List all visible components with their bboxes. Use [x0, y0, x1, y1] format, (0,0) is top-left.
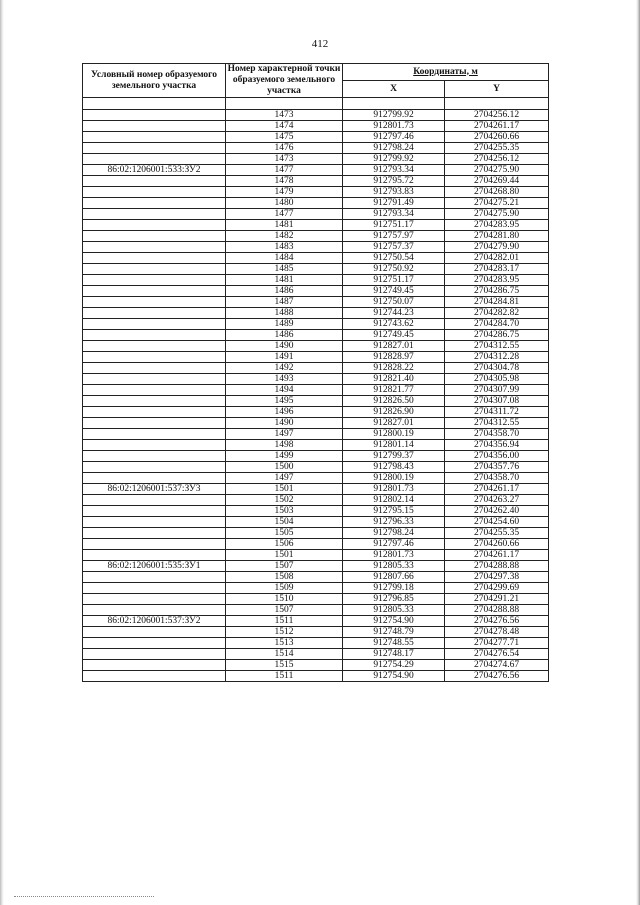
point-number-cell: 1497 — [226, 473, 343, 484]
table-row — [83, 341, 549, 352]
table-row — [83, 231, 549, 242]
table-row — [83, 462, 549, 473]
point-number-cell: 1487 — [226, 297, 343, 308]
parcel-cell — [83, 385, 226, 396]
point-number-cell: 1495 — [226, 396, 343, 407]
x-coordinate-cell: 912800.19 — [343, 473, 445, 484]
x-coordinate-cell: 912757.37 — [343, 242, 445, 253]
y-coordinate-cell: 2704275.90 — [445, 165, 549, 176]
parcel-cell — [83, 209, 226, 220]
table-row — [83, 605, 549, 616]
point-number-cell: 1474 — [226, 121, 343, 132]
table-row — [83, 209, 549, 220]
y-coordinate-cell: 2704312.55 — [445, 418, 549, 429]
table-row — [83, 187, 549, 198]
table-row — [83, 539, 549, 550]
table-row — [83, 660, 549, 671]
point-number-cell: 1502 — [226, 495, 343, 506]
parcel-cell — [83, 407, 226, 418]
point-number-cell: 1503 — [226, 506, 343, 517]
x-coordinate-cell: 912801.73 — [343, 550, 445, 561]
x-coordinate-cell: 912828.97 — [343, 352, 445, 363]
y-coordinate-cell: 2704260.66 — [445, 539, 549, 550]
table-row — [83, 572, 549, 583]
point-number-cell: 1477 — [226, 209, 343, 220]
parcel-cell — [83, 473, 226, 484]
point-number-cell: 1485 — [226, 264, 343, 275]
y-coordinate-cell: 2704282.82 — [445, 308, 549, 319]
point-number-cell: 1479 — [226, 187, 343, 198]
x-coordinate-cell: 912827.01 — [343, 418, 445, 429]
table-row — [83, 165, 549, 176]
y-coordinate-cell: 2704291.21 — [445, 594, 549, 605]
parcel-cell: 86:02:1206001:535:ЗУ1 — [83, 561, 226, 572]
parcel-cell — [83, 297, 226, 308]
table-row — [83, 319, 549, 330]
y-coordinate-cell: 2704297.38 — [445, 572, 549, 583]
point-number-cell: 1496 — [226, 407, 343, 418]
parcel-cell — [83, 187, 226, 198]
x-coordinate-cell: 912757.97 — [343, 231, 445, 242]
parcel-cell — [83, 264, 226, 275]
x-coordinate-cell: 912802.14 — [343, 495, 445, 506]
point-number-cell: 1507 — [226, 605, 343, 616]
point-number-cell: 1508 — [226, 572, 343, 583]
x-coordinate-cell: 912799.92 — [343, 154, 445, 165]
point-number-cell: 1506 — [226, 539, 343, 550]
y-coordinate-cell: 2704256.12 — [445, 154, 549, 165]
table-row — [83, 176, 549, 187]
parcel-cell — [83, 583, 226, 594]
table-row — [83, 253, 549, 264]
x-coordinate-cell: 912748.17 — [343, 649, 445, 660]
x-coordinate-cell: 912801.73 — [343, 121, 445, 132]
y-coordinate-cell: 2704307.08 — [445, 396, 549, 407]
y-coordinate-cell: 2704261.17 — [445, 550, 549, 561]
x-coordinate-cell: 912749.45 — [343, 286, 445, 297]
y-coordinate-cell: 2704284.81 — [445, 297, 549, 308]
y-coordinate-cell: 2704311.72 — [445, 407, 549, 418]
point-number-cell: 1500 — [226, 462, 343, 473]
x-coordinate-cell: 912799.18 — [343, 583, 445, 594]
table-row — [83, 550, 549, 561]
parcel-cell — [83, 660, 226, 671]
point-number-cell: 1482 — [226, 231, 343, 242]
parcel-cell — [83, 506, 226, 517]
table-row — [83, 484, 549, 495]
x-coordinate-cell: 912807.66 — [343, 572, 445, 583]
parcel-cell — [83, 539, 226, 550]
table-row — [83, 561, 549, 572]
x-coordinate-cell: 912805.33 — [343, 561, 445, 572]
y-coordinate-cell: 2704279.90 — [445, 242, 549, 253]
point-number-cell: 1473 — [226, 110, 343, 121]
y-coordinate-cell: 2704358.70 — [445, 473, 549, 484]
x-coordinate-cell: 912754.90 — [343, 616, 445, 627]
y-coordinate-cell: 2704304.78 — [445, 363, 549, 374]
parcel-cell — [83, 132, 226, 143]
table-body — [83, 110, 549, 682]
x-coordinate-cell: 912801.73 — [343, 484, 445, 495]
point-number-cell: 1486 — [226, 330, 343, 341]
x-coordinate-cell: 912750.92 — [343, 264, 445, 275]
table-row — [83, 242, 549, 253]
y-coordinate-cell: 2704288.88 — [445, 605, 549, 616]
x-coordinate-cell: 912754.29 — [343, 660, 445, 671]
y-coordinate-cell: 2704288.88 — [445, 561, 549, 572]
y-coordinate-cell: 2704261.17 — [445, 484, 549, 495]
y-coordinate-cell: 2704312.55 — [445, 341, 549, 352]
point-number-cell: 1510 — [226, 594, 343, 605]
table-row — [83, 638, 549, 649]
parcel-cell — [83, 649, 226, 660]
parcel-cell: 86:02:1206001:537:ЗУ3 — [83, 484, 226, 495]
parcel-cell — [83, 572, 226, 583]
point-number-cell: 1494 — [226, 385, 343, 396]
parcel-cell — [83, 550, 226, 561]
point-number-cell: 1509 — [226, 583, 343, 594]
table-row — [83, 297, 549, 308]
y-coordinate-cell: 2704262.40 — [445, 506, 549, 517]
x-coordinate-cell: 912795.72 — [343, 176, 445, 187]
x-coordinate-cell: 912798.24 — [343, 528, 445, 539]
point-number-cell: 1489 — [226, 319, 343, 330]
point-number-cell: 1490 — [226, 418, 343, 429]
parcel-cell — [83, 341, 226, 352]
y-coordinate-cell: 2704276.54 — [445, 649, 549, 660]
point-number-cell: 1493 — [226, 374, 343, 385]
parcel-cell — [83, 396, 226, 407]
point-number-cell: 1497 — [226, 429, 343, 440]
parcel-cell — [83, 638, 226, 649]
parcel-cell — [83, 429, 226, 440]
point-number-cell: 1507 — [226, 561, 343, 572]
x-coordinate-cell: 912796.85 — [343, 594, 445, 605]
parcel-cell: 86:02:1206001:533:ЗУ2 — [83, 165, 226, 176]
y-coordinate-cell: 2704276.56 — [445, 671, 549, 682]
parcel-cell — [83, 275, 226, 286]
point-number-cell: 1484 — [226, 253, 343, 264]
page-number: 412 — [311, 38, 329, 50]
table-row — [83, 286, 549, 297]
parcel-cell — [83, 231, 226, 242]
y-coordinate-cell: 2704283.95 — [445, 275, 549, 286]
table-row — [83, 451, 549, 462]
parcel-cell — [83, 242, 226, 253]
parcel-cell — [83, 253, 226, 264]
point-number-cell: 1499 — [226, 451, 343, 462]
table-row — [83, 110, 549, 121]
table-row — [83, 594, 549, 605]
x-coordinate-cell: 912799.37 — [343, 451, 445, 462]
table-row — [83, 407, 549, 418]
parcel-cell — [83, 627, 226, 638]
header-point-number: Номер характерной точки образуемого земельного участка — [226, 64, 343, 98]
point-number-cell: 1501 — [226, 484, 343, 495]
header-coordinates: Координаты, м — [343, 64, 549, 81]
y-coordinate-cell: 2704274.67 — [445, 660, 549, 671]
point-number-cell: 1478 — [226, 176, 343, 187]
parcel-cell — [83, 374, 226, 385]
y-coordinate-cell: 2704281.80 — [445, 231, 549, 242]
point-number-cell: 1481 — [226, 220, 343, 231]
table-row — [83, 363, 549, 374]
table-row — [83, 275, 549, 286]
point-number-cell: 1483 — [226, 242, 343, 253]
x-coordinate-cell: 912750.07 — [343, 297, 445, 308]
y-coordinate-cell: 2704356.94 — [445, 440, 549, 451]
x-coordinate-cell: 912744.23 — [343, 308, 445, 319]
table-row — [83, 198, 549, 209]
x-coordinate-cell: 912799.92 — [343, 110, 445, 121]
x-coordinate-cell: 912748.55 — [343, 638, 445, 649]
y-coordinate-cell: 2704255.35 — [445, 528, 549, 539]
point-number-cell: 1476 — [226, 143, 343, 154]
point-number-cell: 1481 — [226, 275, 343, 286]
parcel-cell — [83, 671, 226, 682]
x-coordinate-cell: 912750.54 — [343, 253, 445, 264]
x-coordinate-cell: 912826.50 — [343, 396, 445, 407]
y-coordinate-cell: 2704277.71 — [445, 638, 549, 649]
x-coordinate-cell: 912828.22 — [343, 363, 445, 374]
x-coordinate-cell: 912791.49 — [343, 198, 445, 209]
point-number-cell: 1505 — [226, 528, 343, 539]
parcel-cell — [83, 440, 226, 451]
table-row — [83, 385, 549, 396]
parcel-cell — [83, 308, 226, 319]
point-number-cell: 1511 — [226, 616, 343, 627]
y-coordinate-cell: 2704263.27 — [445, 495, 549, 506]
y-coordinate-cell: 2704269.44 — [445, 176, 549, 187]
point-number-cell: 1477 — [226, 165, 343, 176]
parcel-cell — [83, 143, 226, 154]
parcel-cell — [83, 451, 226, 462]
parcel-cell — [83, 176, 226, 187]
y-coordinate-cell: 2704358.70 — [445, 429, 549, 440]
parcel-cell — [83, 220, 226, 231]
parcel-cell — [83, 605, 226, 616]
scan-artifact — [14, 896, 154, 898]
parcel-cell: 86:02:1206001:537:ЗУ2 — [83, 616, 226, 627]
parcel-cell — [83, 110, 226, 121]
y-coordinate-cell: 2704312.28 — [445, 352, 549, 363]
table-row — [83, 616, 549, 627]
x-coordinate-cell: 912826.90 — [343, 407, 445, 418]
table-row — [83, 374, 549, 385]
y-coordinate-cell: 2704261.17 — [445, 121, 549, 132]
table-row — [83, 418, 549, 429]
x-coordinate-cell: 912798.24 — [343, 143, 445, 154]
x-coordinate-cell: 912751.17 — [343, 275, 445, 286]
x-coordinate-cell: 912805.33 — [343, 605, 445, 616]
table-row — [83, 396, 549, 407]
table-row — [83, 429, 549, 440]
table-row — [83, 352, 549, 363]
point-number-cell: 1473 — [226, 154, 343, 165]
table-row — [83, 473, 549, 484]
x-coordinate-cell: 912821.77 — [343, 385, 445, 396]
parcel-cell — [83, 363, 226, 374]
x-coordinate-cell: 912793.34 — [343, 209, 445, 220]
x-coordinate-cell: 912793.34 — [343, 165, 445, 176]
parcel-cell — [83, 462, 226, 473]
y-coordinate-cell: 2704356.00 — [445, 451, 549, 462]
point-number-cell: 1498 — [226, 440, 343, 451]
y-coordinate-cell: 2704286.75 — [445, 330, 549, 341]
parcel-cell — [83, 352, 226, 363]
table-row — [83, 220, 549, 231]
table-row — [83, 121, 549, 132]
x-coordinate-cell: 912800.19 — [343, 429, 445, 440]
y-coordinate-cell: 2704286.75 — [445, 286, 549, 297]
table-row — [83, 528, 549, 539]
table-row — [83, 671, 549, 682]
coordinates-table — [82, 63, 549, 682]
table-row — [83, 517, 549, 528]
point-number-cell: 1492 — [226, 363, 343, 374]
table-row — [83, 154, 549, 165]
x-coordinate-cell: 912743.62 — [343, 319, 445, 330]
y-coordinate-cell: 2704283.17 — [445, 264, 549, 275]
y-coordinate-cell: 2704254.60 — [445, 517, 549, 528]
y-coordinate-cell: 2704284.70 — [445, 319, 549, 330]
y-coordinate-cell: 2704276.56 — [445, 616, 549, 627]
parcel-cell — [83, 121, 226, 132]
parcel-cell — [83, 319, 226, 330]
point-number-cell: 1491 — [226, 352, 343, 363]
x-coordinate-cell: 912749.45 — [343, 330, 445, 341]
x-coordinate-cell: 912797.46 — [343, 132, 445, 143]
table-row — [83, 264, 549, 275]
table-row — [83, 440, 549, 451]
table-row — [83, 308, 549, 319]
point-number-cell: 1504 — [226, 517, 343, 528]
y-coordinate-cell: 2704307.99 — [445, 385, 549, 396]
point-number-cell: 1514 — [226, 649, 343, 660]
x-coordinate-cell: 912797.46 — [343, 539, 445, 550]
point-number-cell: 1488 — [226, 308, 343, 319]
scan-edge-right — [636, 0, 640, 905]
table-row — [83, 627, 549, 638]
parcel-cell — [83, 154, 226, 165]
x-coordinate-cell: 912796.33 — [343, 517, 445, 528]
y-coordinate-cell: 2704282.01 — [445, 253, 549, 264]
y-coordinate-cell: 2704357.76 — [445, 462, 549, 473]
x-coordinate-cell: 912748.79 — [343, 627, 445, 638]
header-spacer-row — [83, 98, 549, 110]
parcel-cell — [83, 418, 226, 429]
point-number-cell: 1515 — [226, 660, 343, 671]
x-coordinate-cell: 912754.90 — [343, 671, 445, 682]
header-x: X — [343, 81, 445, 98]
y-coordinate-cell: 2704275.21 — [445, 198, 549, 209]
table-row — [83, 583, 549, 594]
parcel-cell — [83, 198, 226, 209]
y-coordinate-cell: 2704283.95 — [445, 220, 549, 231]
x-coordinate-cell: 912751.17 — [343, 220, 445, 231]
table-row — [83, 649, 549, 660]
y-coordinate-cell: 2704299.69 — [445, 583, 549, 594]
table-row — [83, 143, 549, 154]
point-number-cell: 1480 — [226, 198, 343, 209]
x-coordinate-cell: 912795.15 — [343, 506, 445, 517]
point-number-cell: 1511 — [226, 671, 343, 682]
point-number-cell: 1486 — [226, 286, 343, 297]
table-row — [83, 330, 549, 341]
table-row — [83, 495, 549, 506]
point-number-cell: 1513 — [226, 638, 343, 649]
parcel-cell — [83, 528, 226, 539]
point-number-cell: 1475 — [226, 132, 343, 143]
header-y: Y — [445, 81, 549, 98]
table-row — [83, 506, 549, 517]
x-coordinate-cell: 912793.83 — [343, 187, 445, 198]
point-number-cell: 1490 — [226, 341, 343, 352]
y-coordinate-cell: 2704278.48 — [445, 627, 549, 638]
y-coordinate-cell: 2704305.98 — [445, 374, 549, 385]
x-coordinate-cell: 912827.01 — [343, 341, 445, 352]
parcel-cell — [83, 330, 226, 341]
parcel-cell — [83, 495, 226, 506]
y-coordinate-cell: 2704260.66 — [445, 132, 549, 143]
y-coordinate-cell: 2704268.80 — [445, 187, 549, 198]
y-coordinate-cell: 2704256.12 — [445, 110, 549, 121]
y-coordinate-cell: 2704255.35 — [445, 143, 549, 154]
x-coordinate-cell: 912798.43 — [343, 462, 445, 473]
x-coordinate-cell: 912821.40 — [343, 374, 445, 385]
x-coordinate-cell: 912801.14 — [343, 440, 445, 451]
header-parcel-number: Условный номер образуемого земельного участка — [83, 64, 226, 98]
parcel-cell — [83, 594, 226, 605]
point-number-cell: 1501 — [226, 550, 343, 561]
parcel-cell — [83, 286, 226, 297]
parcel-cell — [83, 517, 226, 528]
scan-edge-left — [0, 0, 4, 905]
point-number-cell: 1512 — [226, 627, 343, 638]
y-coordinate-cell: 2704275.90 — [445, 209, 549, 220]
table-row — [83, 132, 549, 143]
